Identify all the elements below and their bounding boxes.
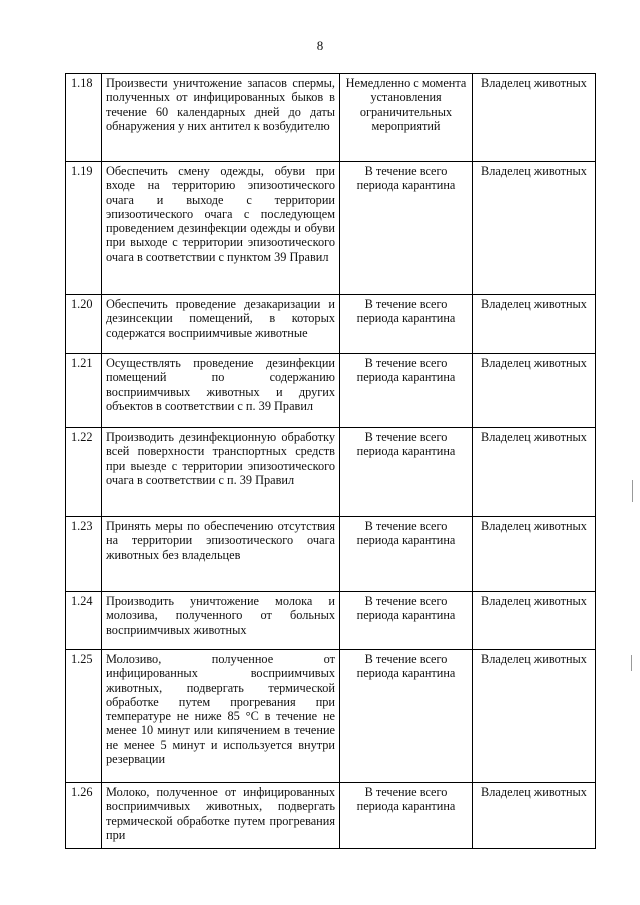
row-responsible: Владелец животных	[473, 650, 596, 783]
row-term: В течение всего периода карантина	[340, 650, 473, 783]
row-number: 1.21	[66, 354, 102, 428]
row-term: В течение всего периода карантина	[340, 428, 473, 517]
table-row	[66, 74, 596, 162]
table-row	[66, 592, 596, 650]
page-number: 8	[316, 38, 324, 53]
row-term: В течение всего периода карантина	[340, 162, 473, 295]
table-row	[66, 650, 596, 783]
row-term: В течение всего периода карантина	[340, 354, 473, 428]
row-number: 1.18	[66, 74, 102, 162]
row-action: Обеспечить проведение дезакаризации и дезинсекции помещений, в которых содержатся восприимчивые животные	[102, 295, 340, 354]
table-row	[66, 783, 596, 849]
table-row	[66, 162, 596, 295]
row-responsible: Владелец животных	[473, 295, 596, 354]
row-responsible: Владелец животных	[473, 74, 596, 162]
row-term: В течение всего периода карантина	[340, 295, 473, 354]
scan-mark	[631, 655, 632, 671]
row-action: Молоко, полученное от инфицированных восприимчивых животных, подвергать термической обработке путем прогревания при	[102, 783, 340, 849]
row-number: 1.22	[66, 428, 102, 517]
row-number: 1.25	[66, 650, 102, 783]
row-number: 1.20	[66, 295, 102, 354]
row-term: Немедленно с момента установления ограничительных мероприятий	[340, 74, 473, 162]
measures-table-body	[66, 74, 596, 849]
row-action: Произвести уничтожение запасов спермы, полученных от инфицированных быков в течение 60 календарных дней до даты обнаружения у них антител к возбудителю	[102, 74, 340, 162]
row-action: Осуществлять проведение дезинфекции помещений по содержанию восприимчивых животных и других объектов в соответствии с п. 39 Правил	[102, 354, 340, 428]
row-responsible: Владелец животных	[473, 428, 596, 517]
table-row	[66, 295, 596, 354]
table-row	[66, 428, 596, 517]
row-action: Производить дезинфекционную обработку всей поверхности транспортных средств при выезде с территории эпизоотического очага в соответствии с п. 39 Правил	[102, 428, 340, 517]
row-number: 1.24	[66, 592, 102, 650]
row-number: 1.19	[66, 162, 102, 295]
row-responsible: Владелец животных	[473, 517, 596, 592]
row-term: В течение всего периода карантина	[340, 592, 473, 650]
row-action: Принять меры по обеспечению отсутствия на территории эпизоотического очага животных без владельцев	[102, 517, 340, 592]
row-responsible: Владелец животных	[473, 162, 596, 295]
row-term: В течение всего периода карантина	[340, 783, 473, 849]
scan-mark	[632, 480, 633, 502]
measures-table	[65, 73, 596, 849]
row-number: 1.26	[66, 783, 102, 849]
row-action: Производить уничтожение молока и молозива, полученного от больных восприимчивых животных	[102, 592, 340, 650]
row-responsible: Владелец животных	[473, 592, 596, 650]
row-action: Молозиво, полученное от инфицированных восприимчивых животных, подвергать термической обработке путем прогревания при температуре не ниже 85 °С в течение не менее 10 минут или кипячением в течение не менее 5 минут и используется внутри резервации	[102, 650, 340, 783]
row-responsible: Владелец животных	[473, 783, 596, 849]
table-row	[66, 354, 596, 428]
row-term: В течение всего периода карантина	[340, 517, 473, 592]
table-row	[66, 517, 596, 592]
row-action: Обеспечить смену одежды, обуви при входе на территорию эпизоотического очага и выходе с территории эпизоотического очага с последующем проведением дезинфекции одежды и обуви при выходе с территории эпизоотического очага в соответствии с пунктом 39 Правил	[102, 162, 340, 295]
row-responsible: Владелец животных	[473, 354, 596, 428]
row-number: 1.23	[66, 517, 102, 592]
